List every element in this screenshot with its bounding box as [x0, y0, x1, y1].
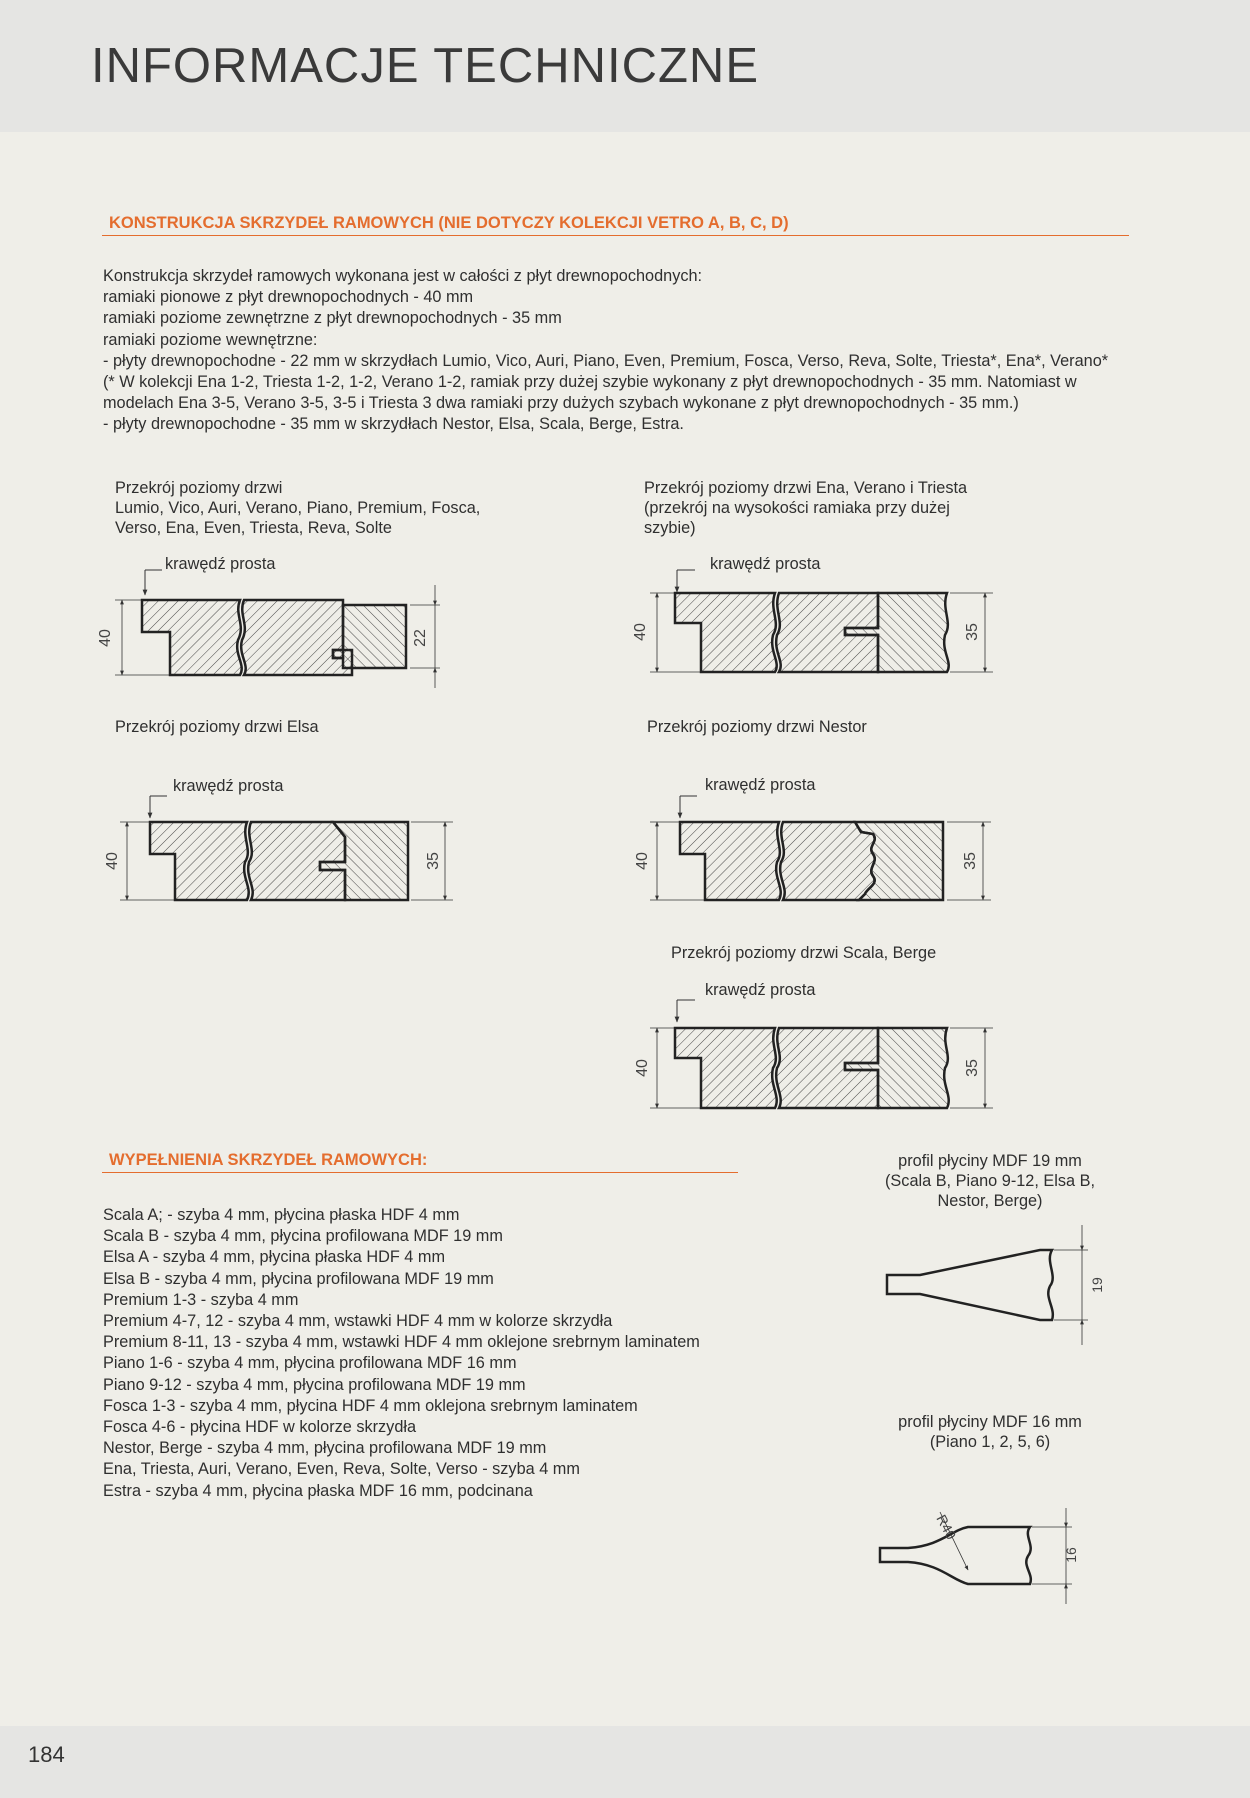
dimension-right: 35 [425, 852, 442, 870]
caption-line: Przekrój poziomy drzwi [115, 479, 283, 497]
list-item: Scala B - szyba 4 mm, płycina profilowana MDF 19 mm [103, 1227, 503, 1246]
caption-line: Przekrój poziomy drzwi Elsa [115, 718, 319, 736]
list-item: Elsa A - szyba 4 mm, płycina płaska HDF 4 mm [103, 1248, 446, 1267]
dimension-left: 40 [97, 629, 114, 647]
section-heading-fillings: WYPEŁNIENIA SKRZYDEŁ RAMOWYCH: [102, 1151, 738, 1173]
list-item: Fosca 4-6 - płycina HDF w kolorze skrzydła [103, 1418, 417, 1437]
diagram-3-caption [115, 717, 319, 737]
text-line: ramiaki poziome zewnętrzne z płyt drewnopochodnych - 35 mm [103, 309, 562, 328]
profile-dimension: 16 [1063, 1547, 1079, 1563]
list-item: Fosca 1-3 - szyba 4 mm, płycina HDF 4 mm oklejona srebrnym laminatem [103, 1396, 638, 1415]
edge-label: krawędź prosta [710, 555, 821, 573]
fillings-list [103, 1205, 700, 1502]
diagram-3-section-drawing [95, 782, 465, 912]
dimension-left: 40 [104, 852, 121, 870]
caption-line: profil płyciny MDF 16 mm [898, 1413, 1082, 1431]
page-title: INFORMACJE TECHNICZNE [91, 39, 760, 93]
list-item: Estra - szyba 4 mm, płycina płaska MDF 16 mm, podcinana [103, 1481, 533, 1500]
diagram-5-section-drawing [625, 990, 1005, 1120]
list-item: Premium 8-11, 13 - szyba 4 mm, wstawki HDF 4 mm oklejone srebrnym laminatem [103, 1333, 700, 1352]
profile-16-drawing [870, 1500, 1110, 1620]
profile-19-drawing [880, 1220, 1120, 1350]
caption-line: Przekrój poziomy drzwi Nestor [647, 718, 867, 736]
caption-line: (Piano 1, 2, 5, 6) [929, 1433, 1051, 1451]
dimension-right: 22 [412, 629, 429, 647]
edge-label: krawędź prosta [173, 777, 284, 795]
list-item: Scala A; - szyba 4 mm, płycina płaska HDF 4 mm [103, 1206, 460, 1224]
text-line: ramiaki poziome wewnętrzne: [103, 330, 318, 349]
list-item: Piano 9-12 - szyba 4 mm, płycina profilowana MDF 19 mm [103, 1375, 526, 1394]
diagram-1-section-drawing [90, 560, 460, 700]
list-item: Piano 1-6 - szyba 4 mm, płycina profilowana MDF 16 mm [103, 1354, 517, 1373]
dimension-right: 35 [964, 623, 981, 641]
text-line: - płyty drewnopochodne - 22 mm w skrzydłach Lumio, Vico, Auri, Piano, Even, Premium, Fosca, Verso, Reva, Solte, Triesta*, Ena*, Verano* [103, 351, 1109, 370]
text-line: modelach Ena 3-5, Verano 3-5, 3-5 i Triesta 3 dwa ramiaki przy dużych szybach wykonane z płyt drewnopochodnych - 35 mm.) [103, 394, 1019, 413]
profile-19-caption [870, 1151, 1110, 1211]
caption-line: Nestor, Berge) [937, 1192, 1043, 1210]
edge-label: krawędź prosta [705, 981, 816, 999]
list-item: Premium 1-3 - szyba 4 mm [103, 1290, 299, 1309]
text-line: ramiaki pionowe z płyt drewnopochodnych - 40 mm [103, 288, 474, 307]
list-item: Ena, Triesta, Auri, Verano, Even, Reva, Solte, Verso - szyba 4 mm [103, 1460, 580, 1479]
caption-line: (przekrój na wysokości ramiaka przy dużej [644, 499, 950, 517]
construction-text [103, 266, 1108, 436]
diagram-1-caption [115, 478, 480, 538]
list-item: Premium 4-7, 12 - szyba 4 mm, wstawki HDF 4 mm w kolorze skrzydła [103, 1312, 613, 1331]
dimension-right: 35 [964, 1059, 981, 1077]
radius-label: R40 [933, 1511, 960, 1543]
section-heading-construction: KONSTRUKCJA SKRZYDEŁ RAMOWYCH (NIE DOTYCZY KOLEKCJI VETRO A, B, C, D) [102, 214, 1129, 236]
caption-line: Przekrój poziomy drzwi Scala, Berge [671, 944, 937, 962]
dimension-left: 40 [634, 852, 651, 870]
text-line: (* W kolekcji Ena 1-2, Triesta 1-2, 1-2, Verano 1-2, ramiak przy dużej szybie wykonany z płyt drewnopochodnych - 35 mm. Natomiast w [103, 373, 1077, 392]
text-line: Konstrukcja skrzydeł ramowych wykonana jest w całości z płyt drewnopochodnych: [103, 267, 703, 285]
footer-band [0, 1726, 1250, 1798]
diagram-2-caption [644, 478, 967, 538]
page-number: 184 [28, 1742, 65, 1767]
dimension-left: 40 [634, 1059, 651, 1077]
text-line: - płyty drewnopochodne - 35 mm w skrzydłach Nestor, Elsa, Scala, Berge, Estra. [103, 415, 684, 434]
diagram-2-section-drawing [625, 560, 1005, 700]
diagram-4-section-drawing [625, 782, 1005, 912]
caption-line: Verso, Ena, Even, Triesta, Reva, Solte [115, 519, 392, 537]
edge-label: krawędź prosta [705, 776, 816, 794]
list-item: Elsa B - szyba 4 mm, płycina profilowana MDF 19 mm [103, 1269, 494, 1288]
dimension-left: 40 [632, 623, 649, 641]
caption-line: profil płyciny MDF 19 mm [898, 1152, 1082, 1170]
profile-16-caption [870, 1412, 1110, 1452]
caption-line: Lumio, Vico, Auri, Verano, Piano, Premium, Fosca, [115, 499, 481, 517]
caption-line: szybie) [644, 519, 696, 537]
diagram-4-caption [647, 717, 867, 737]
list-item: Nestor, Berge - szyba 4 mm, płycina profilowana MDF 19 mm [103, 1439, 547, 1458]
profile-dimension: 19 [1089, 1277, 1105, 1293]
dimension-right: 35 [962, 852, 979, 870]
caption-line: Przekrój poziomy drzwi Ena, Verano i Triesta [644, 479, 968, 497]
diagram-5-caption [671, 943, 936, 963]
edge-label: krawędź prosta [165, 555, 276, 573]
caption-line: (Scala B, Piano 9-12, Elsa B, [885, 1172, 1095, 1190]
